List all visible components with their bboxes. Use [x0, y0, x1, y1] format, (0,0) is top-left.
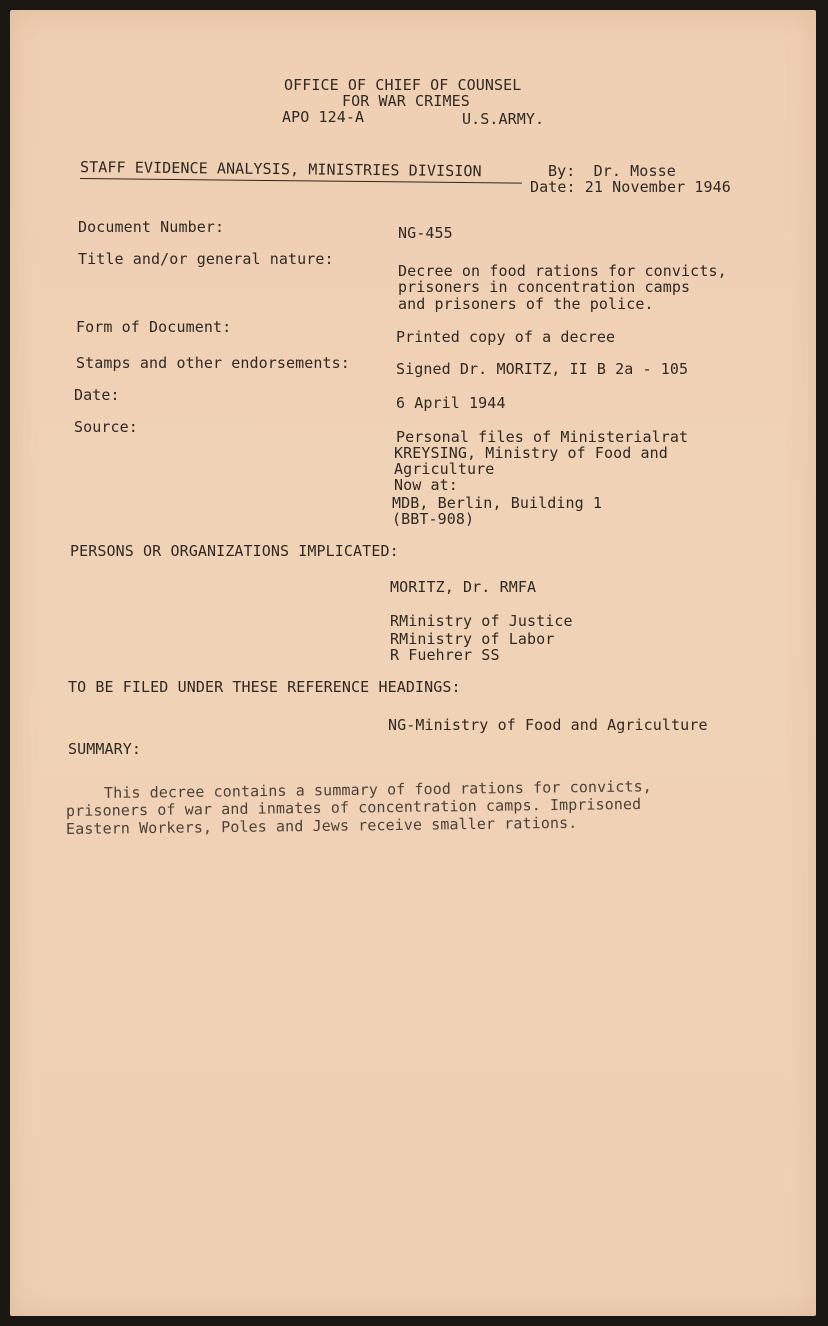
- source-line4: Now at:: [394, 476, 458, 494]
- source-line2: KREYSING, Ministry of Food and: [394, 444, 668, 462]
- summary-line2: prisoners of war and inmates of concentration camps. Imprisoned: [65, 794, 642, 820]
- title-value-line1: Decree on food rations for convicts,: [398, 262, 727, 280]
- date-label: Date:: [74, 386, 120, 404]
- form-value: Printed copy of a decree: [396, 328, 616, 346]
- form-label: Form of Document:: [76, 318, 232, 336]
- header-war-crimes: FOR WAR CRIMES: [342, 92, 470, 110]
- date-value: 6 April 1944: [396, 394, 506, 412]
- source-line6: (BBT-908): [392, 510, 475, 528]
- summary-line1: This decree contains a summary of food rations for convicts,: [103, 777, 652, 802]
- title-label: Title and/or general nature:: [78, 250, 334, 268]
- stamps-label: Stamps and other endorsements:: [76, 354, 350, 372]
- persons-heading: PERSONS OR ORGANIZATIONS IMPLICATED:: [70, 542, 399, 560]
- analysis-title: STAFF EVIDENCE ANALYSIS, MINISTRIES DIVISION: [79, 158, 482, 181]
- reference-heading: TO BE FILED UNDER THESE REFERENCE HEADINGS:: [68, 678, 461, 696]
- source-line3: Agriculture: [394, 460, 495, 478]
- person-item: RMinistry of Justice: [390, 612, 573, 630]
- title-value-line3: and prisoners of the police.: [398, 295, 654, 313]
- source-label: Source:: [74, 418, 138, 436]
- summary-heading: SUMMARY:: [68, 740, 142, 758]
- person-item: R Fuehrer SS: [390, 646, 500, 664]
- source-line1: Personal files of Ministerialrat: [396, 428, 689, 446]
- document-number-label: Document Number:: [78, 218, 225, 236]
- summary-line3: Eastern Workers, Poles and Jews receive smaller rations.: [65, 813, 578, 838]
- stamps-value: Signed Dr. MORITZ, II B 2a - 105: [396, 360, 689, 378]
- person-item: MORITZ, Dr. RMFA: [390, 578, 537, 596]
- analysis-by: By: Dr. Mosse: [548, 162, 676, 180]
- source-line5: MDB, Berlin, Building 1: [392, 494, 603, 512]
- person-item: RMinistry of Labor: [390, 630, 555, 648]
- header-army: U.S.ARMY.: [462, 110, 545, 128]
- document-number-value: NG-455: [398, 224, 453, 242]
- analysis-date: Date: 21 November 1946: [530, 178, 731, 196]
- header-apo: APO 124-A: [282, 108, 365, 126]
- document-page: [10, 10, 816, 1316]
- header-office: OFFICE OF CHIEF OF COUNSEL: [284, 76, 522, 94]
- title-value-line2: prisoners in concentration camps: [398, 278, 691, 296]
- reference-value: NG-Ministry of Food and Agriculture: [388, 716, 708, 734]
